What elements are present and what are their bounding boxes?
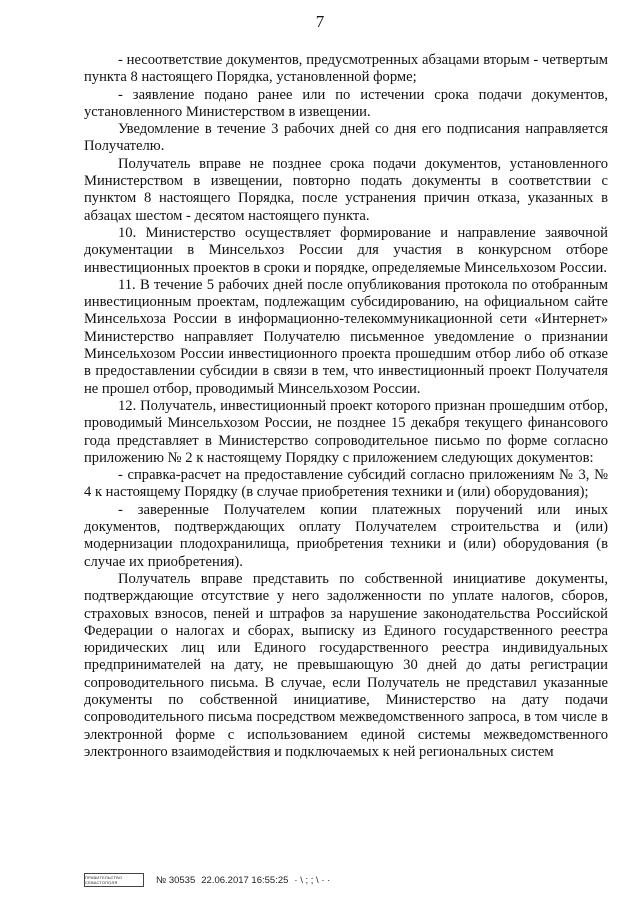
handwritten-mark: · \ ; ; \ · ·: [294, 874, 331, 886]
paragraph-2: - заявление подано ранее или по истечении срока подачи документов, установленного Министерством в извещении.: [84, 86, 608, 120]
page-number: 7: [315, 12, 325, 31]
paragraph-right-to-submit: Получатель вправе представить по собственной инициативе документы, подтверждающие отсутствие у него задолженности по уплате налогов, сборов, страховых взносов, пеней и штрафов за нарушение законодательства Российской Федерации о налогах и сборах, выписку из Единого государственного реестра юридических лиц или Единого государственного реестра индивидуальных предпринимателей на дату, не превышающую 30 дней до даты регистрации сопроводительного письма. В случае, если Получатель не представил указанные документы по собственной инициативе, Министерство на дату подачи сопроводительного письма посредством межведомственного запроса, в том числе в электронной форме с использованием единой системы межведомственного электронного взаимодействия и подключаемых к ней региональных систем: [84, 570, 608, 760]
document-datetime: 22.06.2017 16:55:25: [201, 874, 289, 886]
paragraph-3: Уведомление в течение 3 рабочих дней со дня его подписания направляется Получателю.: [84, 121, 608, 155]
paragraph-4: Получатель вправе не позднее срока подачи документов, установленного Министерством в извещении, повторно подать документы в соответствии с пунктом 8 настоящего Порядка, после устранения причин отказа, указанных в абзацах шестом - десятом настоящего пункта.: [84, 155, 608, 224]
government-stamp-logo: [84, 873, 144, 887]
paragraph-item-10: 10. Министерство осуществляет формирование и направление заявочной документации в Минсельхоз России для участия в конкурсном отборе инвестиционных проектов в сроки и порядке, определяемые Минсельхозом России.: [84, 224, 608, 276]
stamp-text: ПРАВИТЕЛЬСТВО СЕВАСТОПОЛЯ: [85, 875, 123, 885]
paragraph-item-12: 12. Получатель, инвестиционный проект которого признан прошедшим отбор, проводимый Минсельхозом России, не позднее 15 декабря текущего финансового года представляет в Министерство сопроводительное письмо по форме согласно приложению № 2 к настоящему Порядку с приложением следующих документов:: [84, 397, 608, 466]
document-number: № 30535: [156, 874, 196, 886]
paragraph-list-1: - справка-расчет на предоставление субсидий согласно приложениям № 3, № 4 к настоящему Порядку (в случае приобретения техники и (или) оборудования);: [84, 467, 608, 501]
paragraph-1: - несоответствие документов, предусмотренных абзацами вторым - четвертым пункта 8 настоящего Порядка, установленной форме;: [84, 52, 608, 86]
paragraph-list-2: - заверенные Получателем копии платежных поручений или иных документов, подтверждающих оплату Получателем строительства и (или) модернизации плодохранилища, приобретения техники и (или) оборудования (в случае их приобретения).: [84, 501, 608, 570]
document-body: [84, 52, 608, 761]
footer-stamp: [84, 872, 330, 888]
paragraph-item-11: 11. В течение 5 рабочих дней после опубликования протокола по отобранным инвестиционным проектам, подлежащим субсидированию, на официальном сайте Минсельхоза России в информационно-телекоммуникационной сети «Интернет» Министерство направляет Получателю письменное уведомление о признании Минсельхозом России инвестиционного проекта прошедшим отбор либо об отказе в предоставлении субсидии в связи в тем, что инвестиционный проект Получателя не прошел отбор, проводимый Минсельхозом России.: [84, 276, 608, 397]
